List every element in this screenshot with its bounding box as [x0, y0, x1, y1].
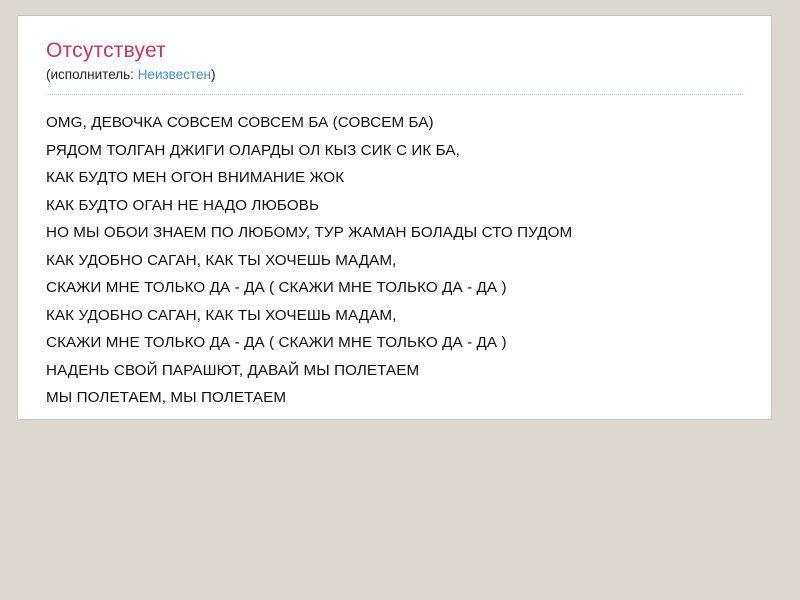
lyrics-line: КАК БУДТО МЕН ОГОН ВНИМАНИЕ ЖОК — [46, 169, 345, 186]
divider — [46, 94, 743, 95]
lyrics-line: РЯДОМ ТОЛГАН ДЖИГИ ОЛАРДЫ ОЛ КЫЗ СИК С ИК БА, — [46, 141, 460, 159]
artist-link[interactable]: Неизвестен — [137, 67, 211, 82]
lyrics-card — [17, 15, 772, 420]
lyrics-line: OMG, ДЕВОЧКА СОВСЕМ СОВСЕМ БА (СОВСЕМ БА) — [46, 114, 434, 131]
lyrics-line: НО МЫ ОБОИ ЗНАЕМ ПО ЛЮБОМУ, ТУР ЖАМАН БОЛАДЫ СТО ПУДОМ — [46, 224, 573, 241]
lyrics-line: СКАЖИ МНЕ ТОЛЬКО ДА - ДА ( СКАЖИ МНЕ ТОЛЬКО ДА - ДА ) — [46, 334, 507, 351]
lyrics-line: СКАЖИ МНЕ ТОЛЬКО ДА - ДА ( СКАЖИ МНЕ ТОЛЬКО ДА - ДА ) — [46, 279, 507, 296]
artist-label-suffix: ) — [210, 67, 216, 82]
lyrics-line: КАК БУДТО ОГАН НЕ НАДО ЛЮБОВЬ — [46, 196, 320, 214]
lyrics-line: МЫ ПОЛЕТАЕМ, МЫ ПОЛЕТАЕМ — [46, 389, 287, 406]
lyrics-body — [46, 109, 743, 412]
lyrics-line: НАДЕНЬ СВОЙ ПАРАШЮТ, ДАВАЙ МЫ ПОЛЕТАЕМ — [46, 361, 420, 379]
card-content — [18, 16, 771, 412]
lyrics-line: КАК УДОБНО САГАН, КАК ТЫ ХОЧЕШЬ МАДАМ, — [46, 251, 397, 269]
page-title: Отсутствует — [46, 39, 166, 62]
lyrics-line: КАК УДОБНО САГАН, КАК ТЫ ХОЧЕШЬ МАДАМ, — [46, 306, 397, 324]
artist-line — [46, 66, 743, 94]
artist-label-prefix: (исполнитель: — [46, 67, 138, 82]
